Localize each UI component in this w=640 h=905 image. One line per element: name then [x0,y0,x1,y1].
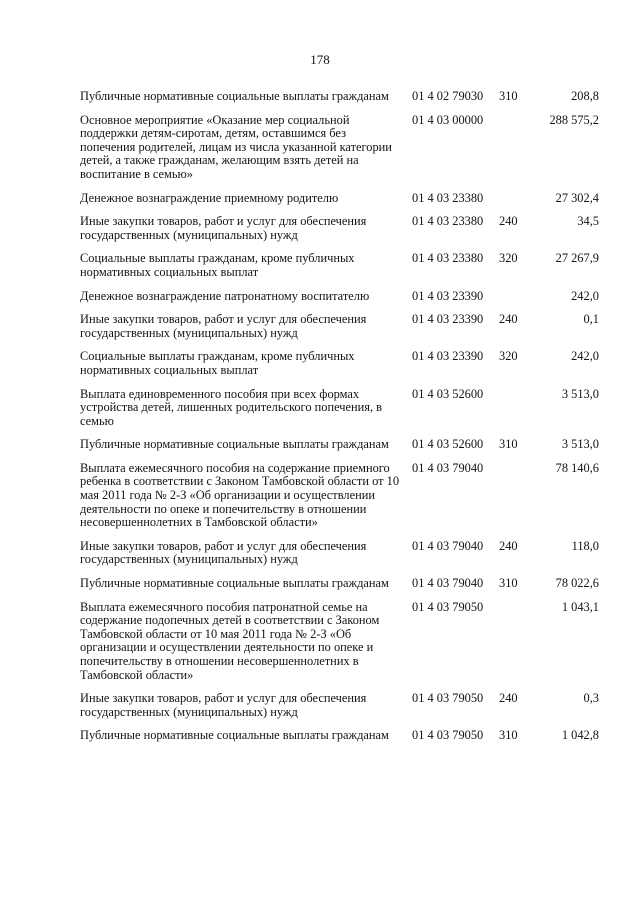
expense-type-code: 310 [499,89,518,103]
table-row [0,577,640,591]
expense-name: Публичные нормативные социальные выплаты гражданам [80,728,389,743]
target-article-code: 01 4 03 23390 [412,349,484,364]
budget-table [0,90,640,753]
amount: 242,0 [571,288,599,303]
table-row [0,388,640,429]
expense-type-code: 310 [499,437,518,452]
amount: 208,8 [571,89,599,103]
target-article-code: 01 4 03 79040 [412,538,484,553]
table-row [0,601,640,683]
target-article-code: 01 4 03 23390 [412,288,484,303]
expense-name: Социальные выплаты гражданам, кроме публичных нормативных социальных выплат [80,349,355,377]
expense-type-code: 320 [499,251,518,266]
amount: 78 140,6 [555,460,599,475]
amount: 288 575,2 [549,112,599,127]
amount: 0,3 [583,691,599,706]
expense-type-code: 240 [499,312,518,327]
expense-name: Выплата ежемесячного пособия патронатной семье на содержание подопечных детей в соответствии с Законом Тамбовской области от 10 мая 2011 года № 2-З «Об организации и осуществлении деятельности по опеке и попечительству в отношении несовершеннолетних в Тамбовской области» [80,599,380,682]
expense-type-code: 240 [499,538,518,553]
table-row [0,90,640,104]
table-row [0,252,640,279]
table-row [0,313,640,340]
expense-type-code: 240 [499,214,518,229]
expense-type-code: 320 [499,349,518,364]
amount: 1 043,1 [561,599,599,614]
table-row [0,290,640,304]
target-article-code: 01 4 03 23380 [412,251,484,266]
target-article-code: 01 4 03 79040 [412,460,484,475]
expense-name: Иные закупки товаров, работ и услуг для обеспечения государственных (муниципальных) нужд [80,312,367,340]
target-article-code: 01 4 03 52600 [412,386,484,401]
expense-name: Иные закупки товаров, работ и услуг для обеспечения государственных (муниципальных) нужд [80,538,367,567]
target-article-code: 01 4 03 23380 [412,214,484,229]
expense-type-code: 310 [499,576,518,591]
expense-name: Выплата ежемесячного пособия на содержание приемного ребенка в соответствии с Законом Тамбовской области от 10 мая 2011 года № 2-З «Об организации и осуществлении деятельности по опеке и попечительству в отношении несовершеннолетних в Тамбовской области» [80,460,400,530]
target-article-code: 01 4 03 79050 [412,599,484,614]
expense-name: Публичные нормативные социальные выплаты гражданам [80,437,389,452]
target-article-code: 01 4 02 79030 [412,89,484,103]
amount: 118,0 [571,538,599,553]
table-row [0,215,640,242]
expense-name: Иные закупки товаров, работ и услуг для обеспечения государственных (муниципальных) нужд [80,214,367,242]
amount: 78 022,6 [555,576,599,591]
amount: 34,5 [577,214,599,229]
expense-name: Выплата единовременного пособия при всех формах устройства детей, лишенных родительского попечения, в семью [80,386,383,428]
table-row [0,350,640,377]
expense-name: Иные закупки товаров, работ и услуг для обеспечения государственных (муниципальных) нужд [80,691,367,719]
expense-type-code: 310 [499,728,518,743]
amount: 242,0 [571,349,599,364]
table-row [0,692,640,719]
target-article-code: 01 4 03 52600 [412,437,484,452]
target-article-code: 01 4 03 79050 [412,691,484,706]
target-article-code: 01 4 03 79040 [412,576,484,591]
target-article-code: 01 4 03 79050 [412,728,484,743]
amount: 27 267,9 [555,251,599,266]
amount: 3 513,0 [561,437,599,452]
amount: 0,1 [583,312,599,327]
table-row [0,192,640,206]
table-row [0,114,640,182]
table-row [0,462,640,530]
target-article-code: 01 4 03 00000 [412,112,484,127]
expense-name: Основное мероприятие «Оказание мер социальной поддержки детям-сиротам, детям, оставшимся без попечения родителей, лицам из числа указанной категории детей, а также гражданам, желающим взять детей на воспитание в семью» [80,112,392,181]
amount: 3 513,0 [561,386,599,401]
target-article-code: 01 4 03 23390 [412,312,484,327]
table-row [0,438,640,452]
expense-name: Публичные нормативные социальные выплаты гражданам [80,89,389,103]
target-article-code: 01 4 03 23380 [412,190,484,205]
expense-type-code: 240 [499,691,518,706]
table-row [0,540,640,567]
expense-name: Денежное вознаграждение патронатному воспитателю [80,288,370,303]
amount: 27 302,4 [555,190,599,205]
expense-name: Социальные выплаты гражданам, кроме публичных нормативных социальных выплат [80,251,355,279]
expense-name: Денежное вознаграждение приемному родителю [80,190,339,205]
table-row [0,729,640,743]
page-number: 178 [310,52,330,67]
amount: 1 042,8 [561,728,599,743]
expense-name: Публичные нормативные социальные выплаты гражданам [80,576,389,591]
